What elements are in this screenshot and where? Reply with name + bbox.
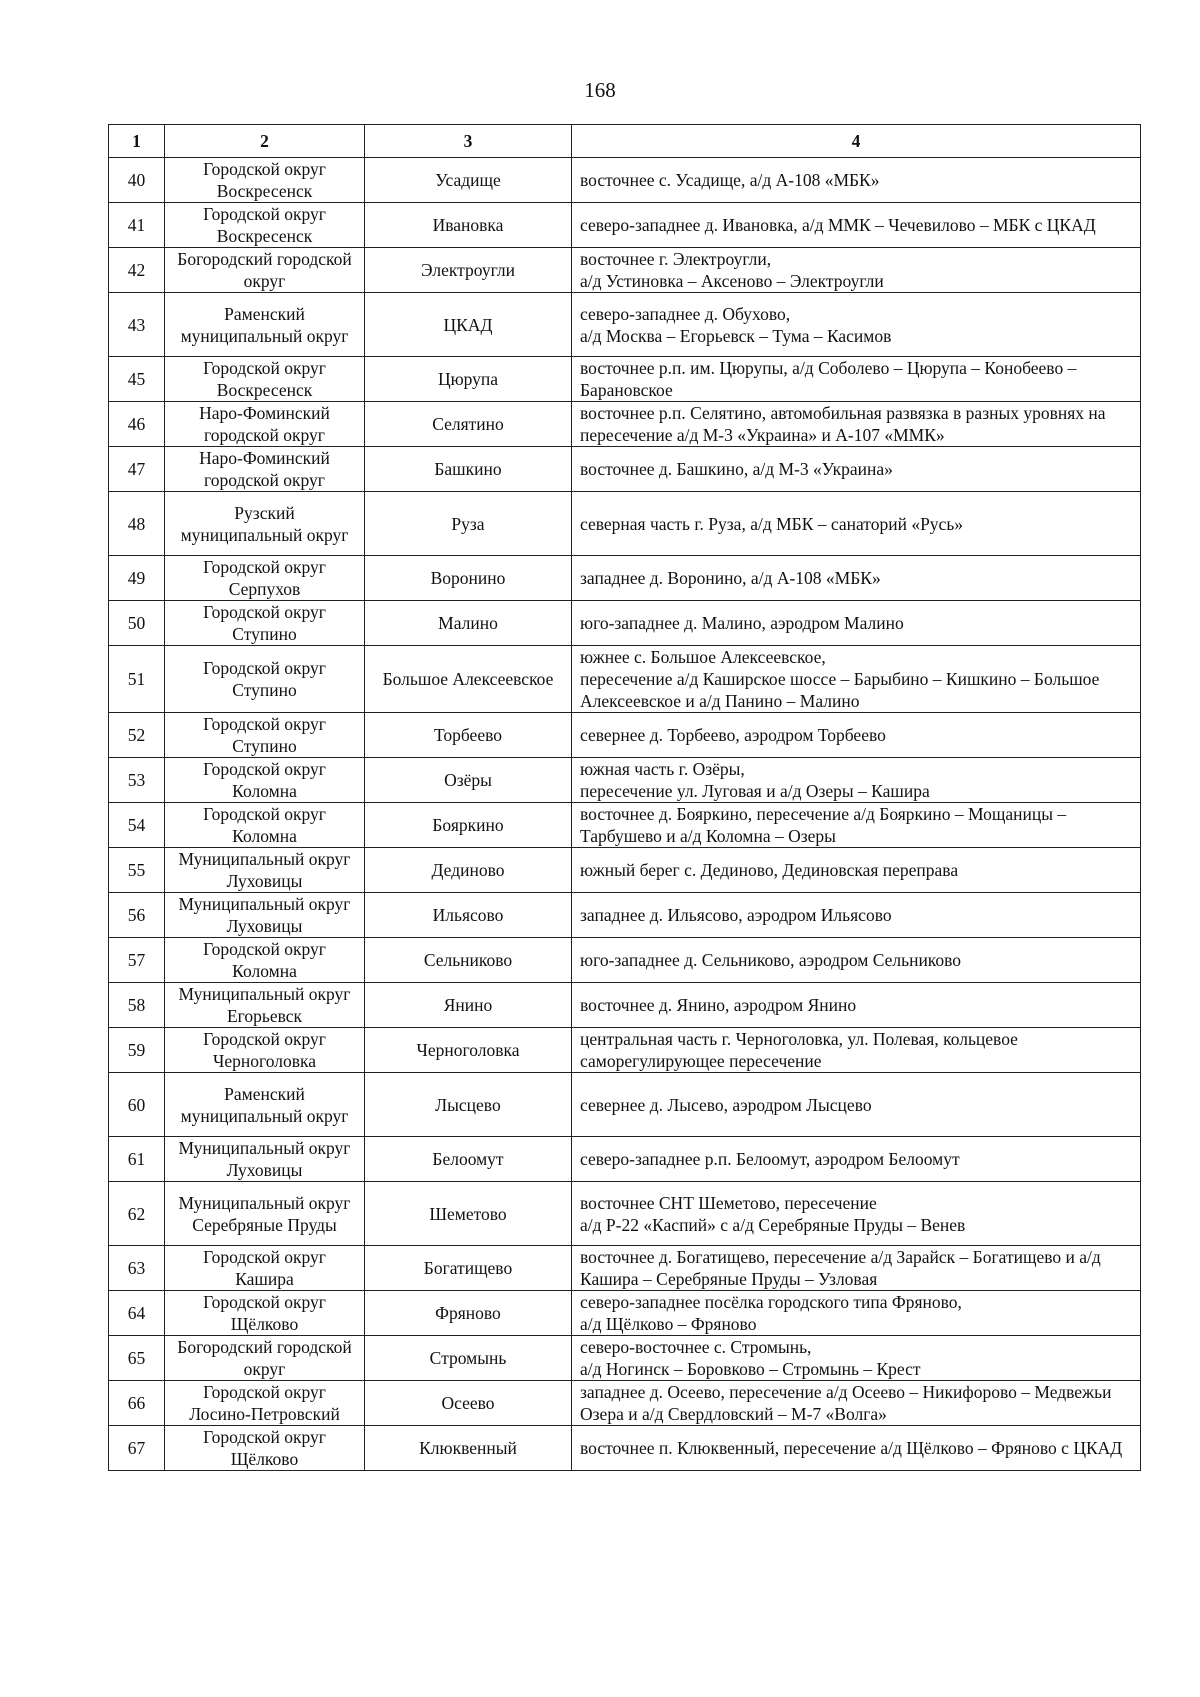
row-name: Белоомут bbox=[365, 1137, 572, 1182]
row-number: 67 bbox=[109, 1426, 165, 1471]
row-district: Муниципальный округ Луховицы bbox=[165, 848, 365, 893]
row-description: восточнее д. Янино, аэродром Янино bbox=[572, 983, 1141, 1028]
row-district: Городской округ Коломна bbox=[165, 803, 365, 848]
row-description: северо-западнее д. Ивановка, а/д ММК – Чечевилово – МБК с ЦКАД bbox=[572, 203, 1141, 248]
row-district: Муниципальный округ Луховицы bbox=[165, 1137, 365, 1182]
table-row bbox=[109, 893, 1141, 938]
row-number: 66 bbox=[109, 1381, 165, 1426]
row-description: восточнее р.п. Селятино, автомобильная развязка в разных уровнях на пересечение а/д М-3 «Украина» и А-107 «ММК» bbox=[572, 402, 1141, 447]
row-number: 40 bbox=[109, 158, 165, 203]
row-description: севернее д. Лысево, аэродром Лысцево bbox=[572, 1073, 1141, 1137]
table-row bbox=[109, 1073, 1141, 1137]
row-number: 43 bbox=[109, 293, 165, 357]
row-name: Малино bbox=[365, 601, 572, 646]
row-district: Раменский муниципальный округ bbox=[165, 1073, 365, 1137]
row-district: Наро-Фоминский городской округ bbox=[165, 402, 365, 447]
row-district: Городской округ Воскресенск bbox=[165, 203, 365, 248]
row-number: 46 bbox=[109, 402, 165, 447]
table-row bbox=[109, 203, 1141, 248]
table-row bbox=[109, 646, 1141, 713]
row-description: северная часть г. Руза, а/д МБК – санаторий «Русь» bbox=[572, 492, 1141, 556]
row-district: Раменский муниципальный округ bbox=[165, 293, 365, 357]
header-col-1: 1 bbox=[109, 125, 165, 158]
table-row bbox=[109, 447, 1141, 492]
row-number: 54 bbox=[109, 803, 165, 848]
row-district: Богородский городской округ bbox=[165, 248, 365, 293]
row-district: Городской округ Кашира bbox=[165, 1246, 365, 1291]
row-district: Городской округ Воскресенск bbox=[165, 357, 365, 402]
row-district: Городской округ Коломна bbox=[165, 938, 365, 983]
row-name: Селятино bbox=[365, 402, 572, 447]
row-number: 61 bbox=[109, 1137, 165, 1182]
table-row bbox=[109, 492, 1141, 556]
table-row bbox=[109, 357, 1141, 402]
row-name: Черноголовка bbox=[365, 1028, 572, 1073]
row-number: 52 bbox=[109, 713, 165, 758]
row-name: Янино bbox=[365, 983, 572, 1028]
table-row bbox=[109, 248, 1141, 293]
row-number: 65 bbox=[109, 1336, 165, 1381]
row-number: 45 bbox=[109, 357, 165, 402]
row-name: Цюрупа bbox=[365, 357, 572, 402]
row-description: южная часть г. Озёры, пересечение ул. Луговая и а/д Озеры – Кашира bbox=[572, 758, 1141, 803]
row-number: 56 bbox=[109, 893, 165, 938]
row-district: Городской округ Серпухов bbox=[165, 556, 365, 601]
table-row bbox=[109, 938, 1141, 983]
row-district: Городской округ Ступино bbox=[165, 713, 365, 758]
row-district: Городской округ Воскресенск bbox=[165, 158, 365, 203]
table-body bbox=[109, 158, 1141, 1471]
row-name: Богатищево bbox=[365, 1246, 572, 1291]
table-row bbox=[109, 758, 1141, 803]
row-district: Городской округ Черноголовка bbox=[165, 1028, 365, 1073]
row-description: восточнее д. Богатищево, пересечение а/д Зарайск – Богатищево и а/д Кашира – Серебряные Пруды – Узловая bbox=[572, 1246, 1141, 1291]
row-name: Электроугли bbox=[365, 248, 572, 293]
row-name: Усадище bbox=[365, 158, 572, 203]
table-row bbox=[109, 1291, 1141, 1336]
row-description: южный берег с. Дединово, Дединовская переправа bbox=[572, 848, 1141, 893]
table-row bbox=[109, 1028, 1141, 1073]
row-number: 50 bbox=[109, 601, 165, 646]
table-row bbox=[109, 713, 1141, 758]
row-number: 42 bbox=[109, 248, 165, 293]
row-district: Наро-Фоминский городской округ bbox=[165, 447, 365, 492]
row-description: западнее д. Осеево, пересечение а/д Осеево – Никифорово – Медвежьи Озера и а/д Свердловский – М-7 «Волга» bbox=[572, 1381, 1141, 1426]
row-number: 53 bbox=[109, 758, 165, 803]
table-row bbox=[109, 1336, 1141, 1381]
row-description: восточнее д. Бояркино, пересечение а/д Бояркино – Мощаницы – Тарбушево и а/д Коломна – Озеры bbox=[572, 803, 1141, 848]
row-district: Городской округ Лосино-Петровский bbox=[165, 1381, 365, 1426]
row-name: Фряново bbox=[365, 1291, 572, 1336]
row-description: северо-западнее р.п. Белоомут, аэродром Белоомут bbox=[572, 1137, 1141, 1182]
table-row bbox=[109, 983, 1141, 1028]
header-col-3: 3 bbox=[365, 125, 572, 158]
row-name: Руза bbox=[365, 492, 572, 556]
row-number: 64 bbox=[109, 1291, 165, 1336]
row-number: 62 bbox=[109, 1182, 165, 1246]
row-description: севернее д. Торбеево, аэродром Торбеево bbox=[572, 713, 1141, 758]
table-header bbox=[109, 125, 1141, 158]
table-row bbox=[109, 556, 1141, 601]
row-district: Муниципальный округ Егорьевск bbox=[165, 983, 365, 1028]
row-number: 51 bbox=[109, 646, 165, 713]
row-number: 41 bbox=[109, 203, 165, 248]
row-description: юго-западнее д. Сельниково, аэродром Сельниково bbox=[572, 938, 1141, 983]
row-name: Осеево bbox=[365, 1381, 572, 1426]
row-name: Ильясово bbox=[365, 893, 572, 938]
row-name: Сельниково bbox=[365, 938, 572, 983]
row-district: Городской округ Щёлково bbox=[165, 1291, 365, 1336]
row-district: Городской округ Коломна bbox=[165, 758, 365, 803]
row-description: западнее д. Воронино, а/д А-108 «МБК» bbox=[572, 556, 1141, 601]
table-row bbox=[109, 1137, 1141, 1182]
table-row bbox=[109, 158, 1141, 203]
row-name: Стромынь bbox=[365, 1336, 572, 1381]
registry-table bbox=[108, 124, 1141, 1471]
table-row bbox=[109, 1182, 1141, 1246]
row-district: Городской округ Щёлково bbox=[165, 1426, 365, 1471]
row-district: Рузский муниципальный округ bbox=[165, 492, 365, 556]
row-description: северо-западнее д. Обухово, а/д Москва – Егорьевск – Тума – Касимов bbox=[572, 293, 1141, 357]
table-row bbox=[109, 1381, 1141, 1426]
row-description: центральная часть г. Черноголовка, ул. Полевая, кольцевое саморегулирующее пересечение bbox=[572, 1028, 1141, 1073]
row-name: ЦКАД bbox=[365, 293, 572, 357]
row-description: восточнее д. Башкино, а/д М-3 «Украина» bbox=[572, 447, 1141, 492]
row-name: Шеметово bbox=[365, 1182, 572, 1246]
row-name: Клюквенный bbox=[365, 1426, 572, 1471]
row-name: Большое Алексеевское bbox=[365, 646, 572, 713]
row-description: восточнее п. Клюквенный, пересечение а/д Щёлково – Фряново с ЦКАД bbox=[572, 1426, 1141, 1471]
row-description: восточнее с. Усадище, а/д А-108 «МБК» bbox=[572, 158, 1141, 203]
row-name: Воронино bbox=[365, 556, 572, 601]
row-description: восточнее г. Электроугли, а/д Устиновка – Аксеново – Электроугли bbox=[572, 248, 1141, 293]
table-row bbox=[109, 803, 1141, 848]
row-description: юго-западнее д. Малино, аэродром Малино bbox=[572, 601, 1141, 646]
row-description: восточнее СНТ Шеметово, пересечение а/д Р-22 «Каспий» с а/д Серебряные Пруды – Венев bbox=[572, 1182, 1141, 1246]
row-name: Дединово bbox=[365, 848, 572, 893]
row-district: Городской округ Ступино bbox=[165, 601, 365, 646]
row-number: 57 bbox=[109, 938, 165, 983]
row-name: Озёры bbox=[365, 758, 572, 803]
table-row bbox=[109, 293, 1141, 357]
row-number: 58 bbox=[109, 983, 165, 1028]
table-row bbox=[109, 601, 1141, 646]
table-row bbox=[109, 1426, 1141, 1471]
row-description: западнее д. Ильясово, аэродром Ильясово bbox=[572, 893, 1141, 938]
table-row bbox=[109, 848, 1141, 893]
header-col-4: 4 bbox=[572, 125, 1141, 158]
row-number: 59 bbox=[109, 1028, 165, 1073]
page-number: 168 bbox=[584, 78, 616, 102]
row-district: Муниципальный округ Серебряные Пруды bbox=[165, 1182, 365, 1246]
row-number: 63 bbox=[109, 1246, 165, 1291]
row-name: Лысцево bbox=[365, 1073, 572, 1137]
row-description: северо-западнее посёлка городского типа Фряново, а/д Щёлково – Фряново bbox=[572, 1291, 1141, 1336]
header-col-2: 2 bbox=[165, 125, 365, 158]
row-number: 47 bbox=[109, 447, 165, 492]
row-name: Ивановка bbox=[365, 203, 572, 248]
row-district: Городской округ Ступино bbox=[165, 646, 365, 713]
row-description: северо-восточнее с. Стромынь, а/д Ногинск – Боровково – Стромынь – Крест bbox=[572, 1336, 1141, 1381]
row-district: Муниципальный округ Луховицы bbox=[165, 893, 365, 938]
row-name: Башкино bbox=[365, 447, 572, 492]
row-district: Богородский городской округ bbox=[165, 1336, 365, 1381]
row-number: 49 bbox=[109, 556, 165, 601]
row-name: Бояркино bbox=[365, 803, 572, 848]
row-description: восточнее р.п. им. Цюрупы, а/д Соболево – Цюрупа – Конобеево – Барановское bbox=[572, 357, 1141, 402]
row-name: Торбеево bbox=[365, 713, 572, 758]
row-number: 60 bbox=[109, 1073, 165, 1137]
table-row bbox=[109, 1246, 1141, 1291]
row-number: 48 bbox=[109, 492, 165, 556]
table-row bbox=[109, 402, 1141, 447]
row-number: 55 bbox=[109, 848, 165, 893]
row-description: южнее с. Большое Алексеевское, пересечение а/д Каширское шоссе – Барыбино – Кишкино – Большое Алексеевское и а/д Панино – Малино bbox=[572, 646, 1141, 713]
